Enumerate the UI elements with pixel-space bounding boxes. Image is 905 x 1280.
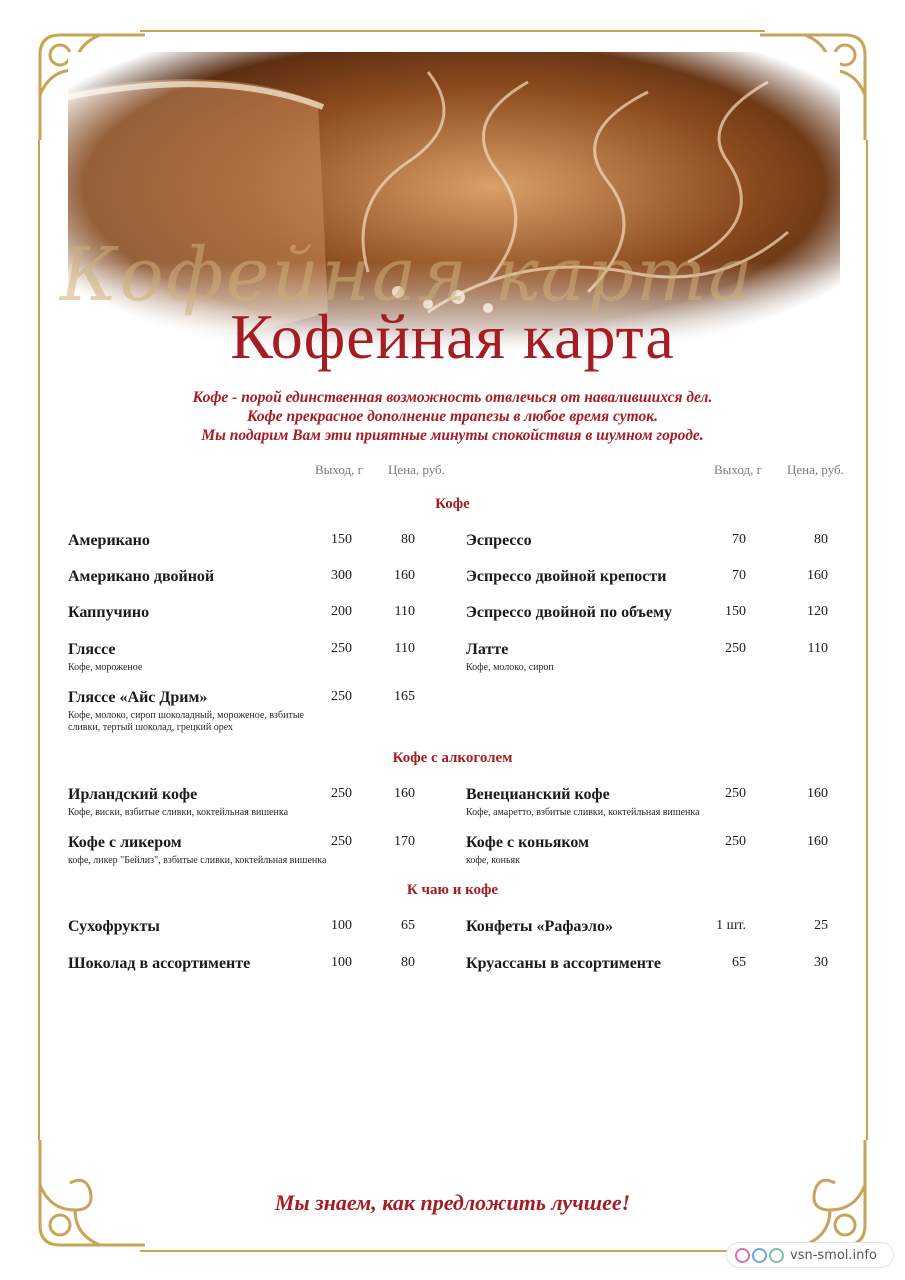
item-name: Кофе с коньяком — [466, 834, 590, 851]
frame-bottom-line — [140, 1250, 765, 1252]
item-price: 170 — [394, 834, 415, 849]
item-weight: 250 — [331, 834, 352, 849]
item-name: Эспрессо — [466, 532, 532, 549]
section-title-coffee: Кофе — [435, 496, 470, 512]
item-price: 160 — [807, 786, 828, 801]
item-weight: 1 шт. — [716, 918, 746, 933]
item-weight: 250 — [331, 689, 352, 704]
item-weight: 70 — [732, 532, 746, 547]
script-title-watermark: Кофейная карта — [60, 232, 755, 318]
item-weight: 150 — [725, 604, 746, 619]
item-name: Сухофрукты — [68, 918, 160, 935]
item-weight: 200 — [331, 604, 352, 619]
item-price: 160 — [394, 568, 415, 583]
item-price: 160 — [394, 786, 415, 801]
item-price: 165 — [394, 689, 415, 704]
watermark-site: vsn-smol.info — [790, 1247, 877, 1263]
item-weight: 150 — [331, 532, 352, 547]
item-name: Американо двойной — [68, 568, 215, 585]
item-name: Американо — [68, 532, 150, 549]
frame-left-line — [38, 140, 40, 1140]
item-name: Кофе с ликером — [68, 834, 182, 851]
watermark-badge — [726, 1242, 894, 1268]
item-price: 160 — [807, 834, 828, 849]
item-name: Каппучино — [68, 604, 150, 621]
intro-line: Кофе - порой единственная возможность отвлечься от навалившихся дел. — [192, 389, 713, 406]
item-name: Ирландский кофе — [68, 786, 198, 803]
item-name: Гляссе — [68, 641, 116, 658]
page-title: Кофейная карта — [230, 301, 675, 372]
intro-line: Мы подарим Вам эти приятные минуты спокойствия в шумном городе. — [201, 427, 704, 444]
item-weight: 250 — [331, 641, 352, 656]
item-weight: 250 — [725, 834, 746, 849]
intro-text — [0, 388, 905, 445]
item-description: кофе, ликер "Бейлиз", взбитые сливки, коктейльная вишенка — [68, 855, 327, 866]
item-price: 80 — [401, 955, 415, 970]
item-description: Кофе, молоко, сироп — [466, 662, 554, 673]
item-price: 65 — [401, 918, 415, 933]
column-header-price-right: Цена, руб. — [787, 462, 844, 477]
item-name: Гляссе «Айс Дрим» — [68, 689, 208, 706]
item-price: 110 — [807, 641, 828, 656]
item-name: Конфеты «Рафаэло» — [466, 918, 613, 935]
item-price: 120 — [807, 604, 828, 619]
item-description: Кофе, мороженое — [68, 662, 143, 673]
item-name: Шоколад в ассортименте — [68, 955, 251, 972]
intro-line: Кофе прекрасное дополнение трапезы в любое время суток. — [246, 408, 659, 425]
footer-slogan: Мы знаем, как предложить лучшее! — [274, 1190, 631, 1215]
item-description: кофе, коньяк — [466, 855, 520, 866]
section-title-tea-snacks: К чаю и кофе — [406, 882, 499, 898]
watermark-logo-icon — [769, 1248, 784, 1263]
item-name: Венецианский кофе — [466, 786, 610, 803]
item-price: 80 — [401, 532, 415, 547]
column-header-weight-left: Выход, г — [315, 462, 363, 477]
item-price: 160 — [807, 568, 828, 583]
section-title-coffee-alcohol: Кофе с алкоголем — [392, 750, 513, 766]
item-description: Кофе, виски, взбитые сливки, коктейльная вишенка — [68, 807, 289, 818]
item-price: 30 — [814, 955, 828, 970]
item-name: Эспрессо двойной по объему — [466, 604, 672, 621]
item-price: 80 — [814, 532, 828, 547]
item-weight: 250 — [331, 786, 352, 801]
item-weight: 100 — [331, 955, 352, 970]
frame-right-line — [866, 140, 868, 1140]
column-header-weight-right: Выход, г — [714, 462, 762, 477]
watermark-logo-icon — [735, 1248, 750, 1263]
item-weight: 100 — [331, 918, 352, 933]
item-weight: 250 — [725, 641, 746, 656]
item-weight: 65 — [732, 955, 746, 970]
item-name: Латте — [466, 641, 509, 658]
frame-top-line — [140, 30, 765, 32]
item-price: 110 — [394, 641, 415, 656]
item-price: 25 — [814, 918, 828, 933]
item-price: 110 — [394, 604, 415, 619]
item-weight: 70 — [732, 568, 746, 583]
item-weight: 300 — [331, 568, 352, 583]
item-description: Кофе, молоко, сироп шоколадный, мороженое, взбитые сливки, тертый шоколад, грецкий орех — [68, 710, 304, 733]
item-name: Эспрессо двойной крепости — [466, 568, 667, 585]
item-description: Кофе, амаретто, взбитые сливки, коктейльная вишенка — [466, 807, 700, 818]
watermark-logo-icon — [752, 1248, 767, 1263]
item-weight: 250 — [725, 786, 746, 801]
menu-item — [68, 689, 333, 734]
column-header-price-left: Цена, руб. — [388, 462, 445, 477]
item-name: Круассаны в ассортименте — [466, 955, 661, 972]
